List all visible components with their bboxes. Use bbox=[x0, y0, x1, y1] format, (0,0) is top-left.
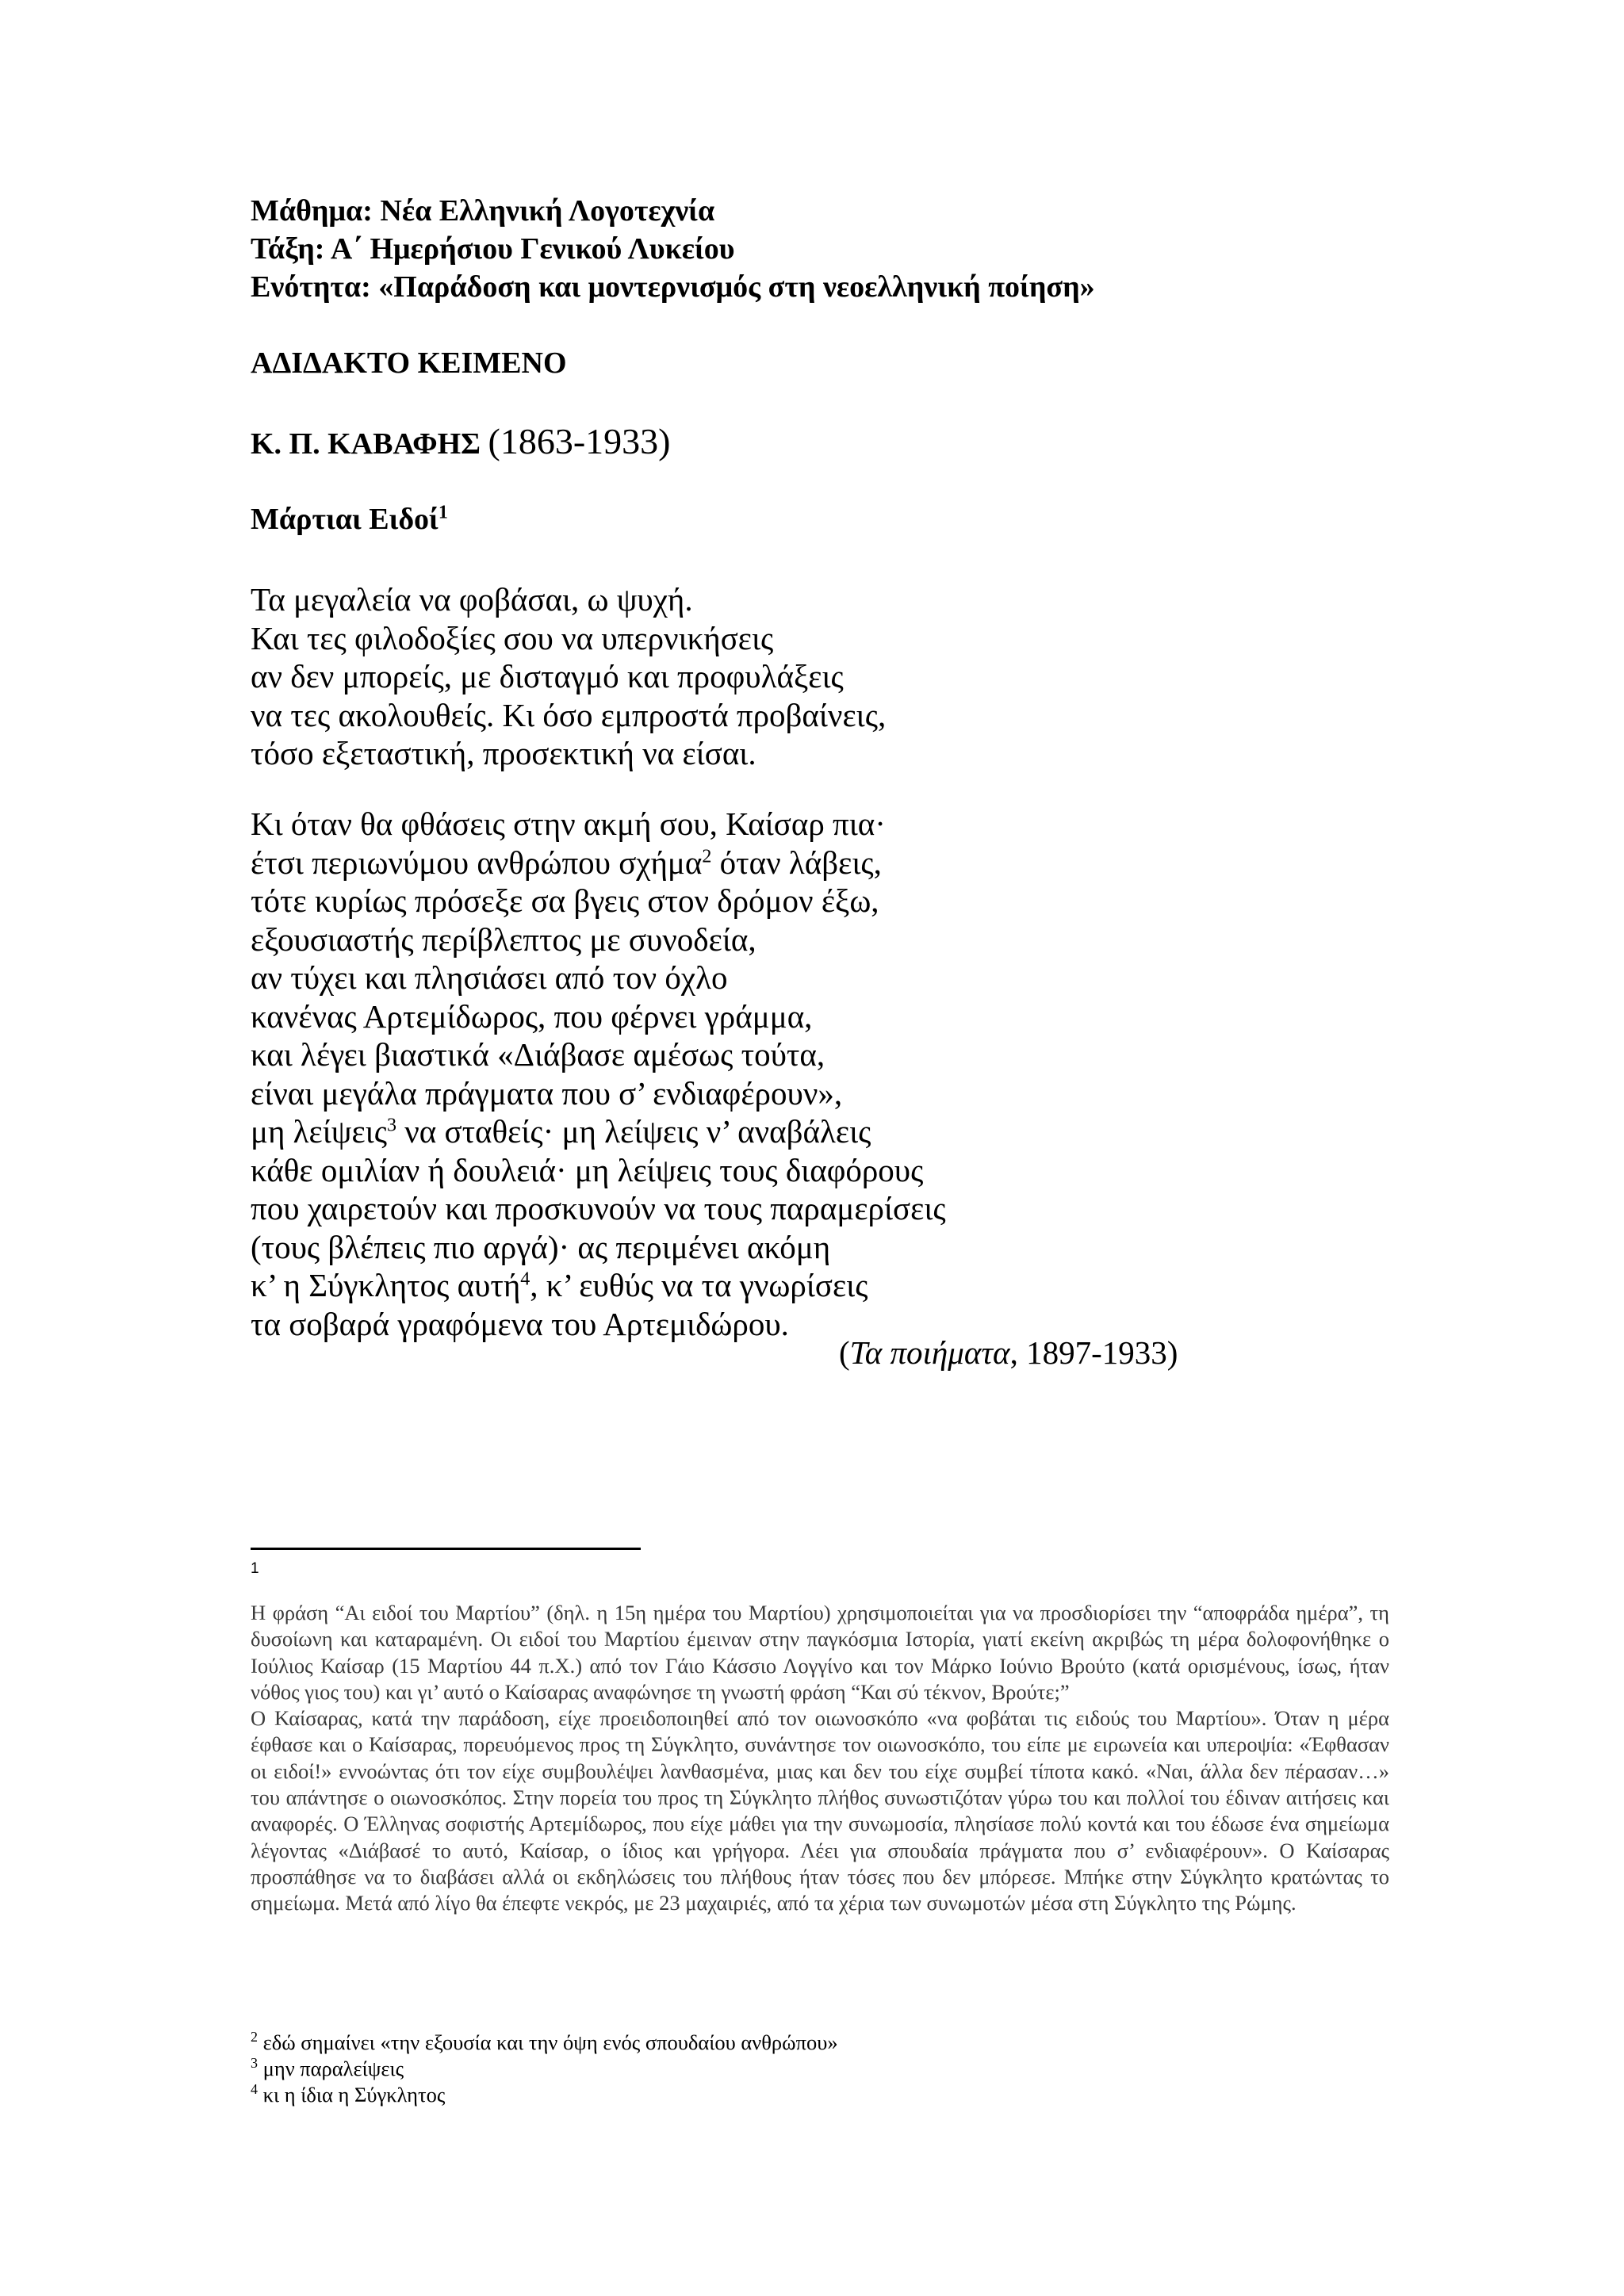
poem-line-part: μη λείψεις bbox=[251, 1113, 387, 1150]
poem-line-part: όταν λάβεις, bbox=[711, 844, 882, 881]
poem-line: τα σοβαρά γραφόμενα του Αρτεμιδώρου. bbox=[251, 1305, 789, 1342]
poem-title bbox=[251, 502, 448, 537]
poem-line: Τα μεγαλεία να φοβάσαι, ω ψυχή. bbox=[251, 581, 693, 618]
footnote-ref-3: 3 bbox=[386, 1115, 396, 1136]
footnote-1-paragraph-2: Ο Καίσαρας, κατά την παράδοση, είχε προειδοποιηθεί από τον οιωνοσκόπο «να φοβάται τις ειδούς του Μαρτίου». Όταν η μέρα έφθασε και ο Καίσαρας, πορευόμενος προς τη Σύγκλητο, συνάντησε τον οιωνοσκόπο, του είπε με ειρωνεία και υπεροψία: «Έφθασαν οι ειδοί!» εννοώντας ότι τον είχε συμβουλέψει λανθασμένα, μιας και δεν του είχε συμβεί τίποτα κακό. «Ναι, άλλα δεν πέρασαν…» του απάντησε ο οιωνοσκόπος. Στην πορεία του προς τη Σύγκλητο πλήθος συνωστιζόταν γύρω του και πολλοί του έδιναν αιτήσεις και αναφορές. Ο Έλληνας σοφιστής Αρτεμίδωρος, που είχε μάθει για την συνωμοσία, πλησίασε πολύ κοντά και του έδωσε ένα σημείωμα λέγοντας «Διάβασέ το αυτό, Καίσαρ, ο ίδιος και γρήγορα. Λέει για σπουδαία πράγματα που σ’ ενδιαφέρουν». Ο Καίσαρας προσπάθησε να το διαβάσει αλλά οι εκδηλώσεις του πλήθους ήταν τόσες που δεν μπόρεσε. Μπήκε στην Σύγκλητο κρατώντας το σημείωμα. Μετά από λίγο θα έπεφτε νεκρός, με 23 μαχαιριές, από τα χέρια των συνωμοτών μέσα στη Σύγκλητο της Ρώμης. bbox=[251, 1706, 1389, 1915]
footnote-1-mark: 1 bbox=[251, 1560, 259, 1577]
footnote-2-mark: 2 bbox=[251, 2029, 258, 2045]
footnote-4-text: κι η ίδια η Σύγκλητος bbox=[258, 2083, 446, 2107]
stanza-2 bbox=[251, 805, 946, 1343]
footnote-3-text: μην παραλείψεις bbox=[258, 2057, 404, 2080]
footnote-ref-2: 2 bbox=[702, 845, 712, 867]
lesson-header bbox=[251, 192, 1095, 306]
poem-line-part: κ’ η Σύγκλητος αυτή bbox=[251, 1267, 521, 1303]
footnote-2-text: εδώ σημαίνει «την εξουσία και την όψη ενός σπουδαίου ανθρώπου» bbox=[258, 2030, 838, 2054]
footnote-3-mark: 3 bbox=[251, 2055, 258, 2072]
unseen-text-heading: ΑΔΙΔΑΚΤΟ ΚΕΙΜΕΝΟ bbox=[251, 346, 567, 380]
footnote-1-body bbox=[251, 1600, 1389, 1917]
subject-line: Μάθημα: Νέα Ελληνική Λογοτεχνία bbox=[251, 194, 715, 228]
poem-line: και λέγει βιαστικά «Διάβασε αμέσως τούτα, bbox=[251, 1036, 825, 1073]
poem-line bbox=[251, 1112, 946, 1151]
author-name: Κ. Π. ΚΑΒΑΦΗΣ bbox=[251, 427, 488, 461]
footnote-ref-1: 1 bbox=[438, 502, 448, 523]
footnote-4 bbox=[251, 2082, 838, 2108]
poem-line: τότε κυρίως πρόσεξε σα βγεις στον δρόμον έξω, bbox=[251, 882, 879, 919]
poem-line: τόσο εξεταστική, προσεκτική να είσαι. bbox=[251, 735, 756, 771]
poem-line: εξουσιαστής περίβλεπτος με συνοδεία, bbox=[251, 920, 756, 958]
stanza-1 bbox=[251, 580, 886, 773]
poem-line: αν δεν μπορείς, με δισταγμό και προφυλάξεις bbox=[251, 658, 844, 695]
footnote-4-mark: 4 bbox=[251, 2081, 258, 2098]
footnote-ref-4: 4 bbox=[520, 1269, 530, 1290]
poem-line bbox=[251, 1266, 946, 1305]
poem-line-part: έτσι περιωνύμου ανθρώπου σχήμα bbox=[251, 844, 703, 881]
poem-line: κανένας Αρτεμίδωρος, που φέρνει γράμμα, bbox=[251, 997, 813, 1035]
poem-line: (τους βλέπεις πιο αργά)· ας περιμένει ακόμη bbox=[251, 1228, 831, 1265]
footnote-divider bbox=[251, 1548, 641, 1550]
unit-line: Ενότητα: «Παράδοση και μοντερνισμός στη νεοελληνική ποίηση» bbox=[251, 270, 1095, 304]
source-open: ( bbox=[839, 1334, 850, 1371]
footnote-1-paragraph-1: Η φράση “Αι ειδοί του Μαρτίου” (δηλ. η 15η ημέρα του Μαρτίου) χρησιμοποιείται για να προσδιορίσει την “αποφράδα ημέρα”, τη δυσοίωνη και καταραμένη. Οι ειδοί του Μαρτίου έμειναν στην παγκόσμια Ιστορία, γιατί εκείνη ακριβώς τη μέρα δολοφονήθηκε ο Ιούλιος Καίσαρ (15 Μαρτίου 44 π.Χ.) από τον Γάιο Κάσσιο Λογγίνο και τον Μάρκο Ιούνιο Βρούτο (κατά ορισμένους, ίσως, ήταν νόθος γιος του) και γι’ αυτό ο Καίσαρας αναφώνησε τη γνωστή φράση “Και σύ τέκνον, Βρούτε;” bbox=[251, 1601, 1389, 1704]
author-years: (1863-1933) bbox=[488, 421, 671, 461]
footnotes-2-4 bbox=[251, 2030, 838, 2108]
poem-line-part: να σταθείς· μη λείψεις ν’ αναβάλεις bbox=[396, 1113, 871, 1150]
poem-line: να τες ακολουθείς. Κι όσο εμπροστά προβαίνεις, bbox=[251, 696, 887, 733]
poem-line: Και τες φιλοδοξίες σου να υπερνικήσεις bbox=[251, 619, 774, 656]
footnote-3 bbox=[251, 2056, 838, 2082]
footnote-2 bbox=[251, 2030, 838, 2056]
poem-line: αν τύχει και πλησιάσει από τον όχλο bbox=[251, 959, 728, 996]
source-rest: , 1897-1933) bbox=[1009, 1334, 1178, 1371]
poem-source bbox=[839, 1334, 1178, 1372]
source-work: Τα ποιήματα bbox=[849, 1334, 1010, 1371]
poem-title-text: Μάρτιαι Ειδοί bbox=[251, 503, 439, 536]
author-heading bbox=[251, 420, 671, 462]
poem-line-part: , κ’ ευθύς να τα γνωρίσεις bbox=[530, 1267, 868, 1303]
poem-line: Κι όταν θα φθάσεις στην ακμή σου, Καίσαρ πια· bbox=[251, 806, 886, 842]
poem-line: κάθε ομιλίαν ή δουλειά· μη λείψεις τους διαφόρους bbox=[251, 1151, 924, 1188]
poem-line: που χαιρετούν και προσκυνούν να τους παραμερίσεις bbox=[251, 1190, 946, 1226]
poem-line: είναι μεγάλα πράγματα που σ’ ενδιαφέρουν», bbox=[251, 1074, 843, 1112]
class-line: Τάξη: Α΄ Ημερήσιου Γενικού Λυκείου bbox=[251, 232, 735, 266]
poem-line bbox=[251, 844, 946, 882]
